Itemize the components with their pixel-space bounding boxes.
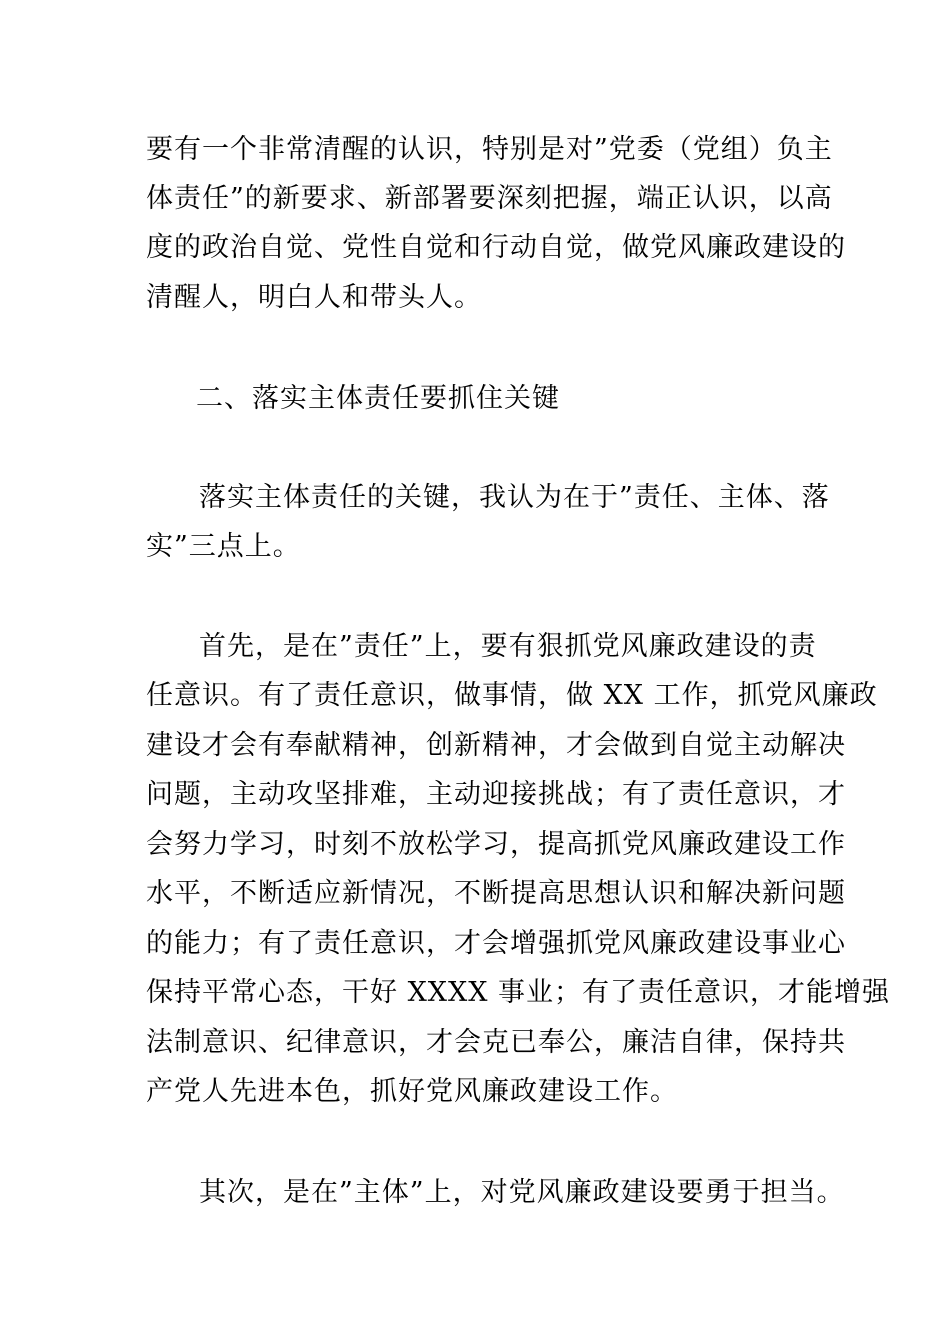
paragraph-line: 会努力学习，时刻不放松学习，提高抓党风廉政建设工作 <box>146 829 846 860</box>
paragraph-line: 其次，是在”主体”上，对党风廉政建设要勇于担当。 <box>199 1177 845 1208</box>
paragraph-line: 水平，不断适应新情况，不断提高思想认识和解决新问题 <box>146 878 846 909</box>
paragraph-line: 任意识。有了责任意识，做事情，做 XX 工作，抓党风廉政 <box>146 680 878 711</box>
section-heading-text: 二、落实主体责任要抓住关键 <box>196 383 560 414</box>
paragraph-line: 落实主体责任的关键，我认为在于”责任、主体、落 <box>199 482 830 513</box>
paragraph-line: 清醒人，明白人和带头人。 <box>146 282 482 313</box>
paragraph-line: 要有一个非常清醒的认识，特别是对”党委（党组）负主 <box>146 134 833 165</box>
paragraph-line: 首先，是在”责任”上，要有狠抓党风廉政建设的责 <box>199 631 817 662</box>
paragraph-line: 建设才会有奉献精神，创新精神，才会做到自觉主动解决 <box>146 730 846 761</box>
paragraph-line: 法制意识、纪律意识，才会克已奉公，廉洁自律，保持共 <box>146 1027 846 1058</box>
paragraph-line: 保持平常心态，干好 XXXX 事业；有了责任意识，才能增强 <box>146 977 891 1008</box>
paragraph-line: 的能力；有了责任意识，才会增强抓党风廉政建设事业心 <box>146 928 846 959</box>
paragraph-line: 体责任”的新要求、新部署要深刻把握，端正认识，以高 <box>146 183 833 214</box>
paragraph-line: 实”三点上。 <box>146 531 301 562</box>
paragraph-line: 问题，主动攻坚排难，主动迎接挑战；有了责任意识，才 <box>146 779 846 810</box>
paragraph-line: 产党人先进本色，抓好党风廉政建设工作。 <box>146 1076 678 1107</box>
paragraph-line: 度的政治自觉、党性自觉和行动自觉，做党风廉政建设的 <box>146 232 846 263</box>
